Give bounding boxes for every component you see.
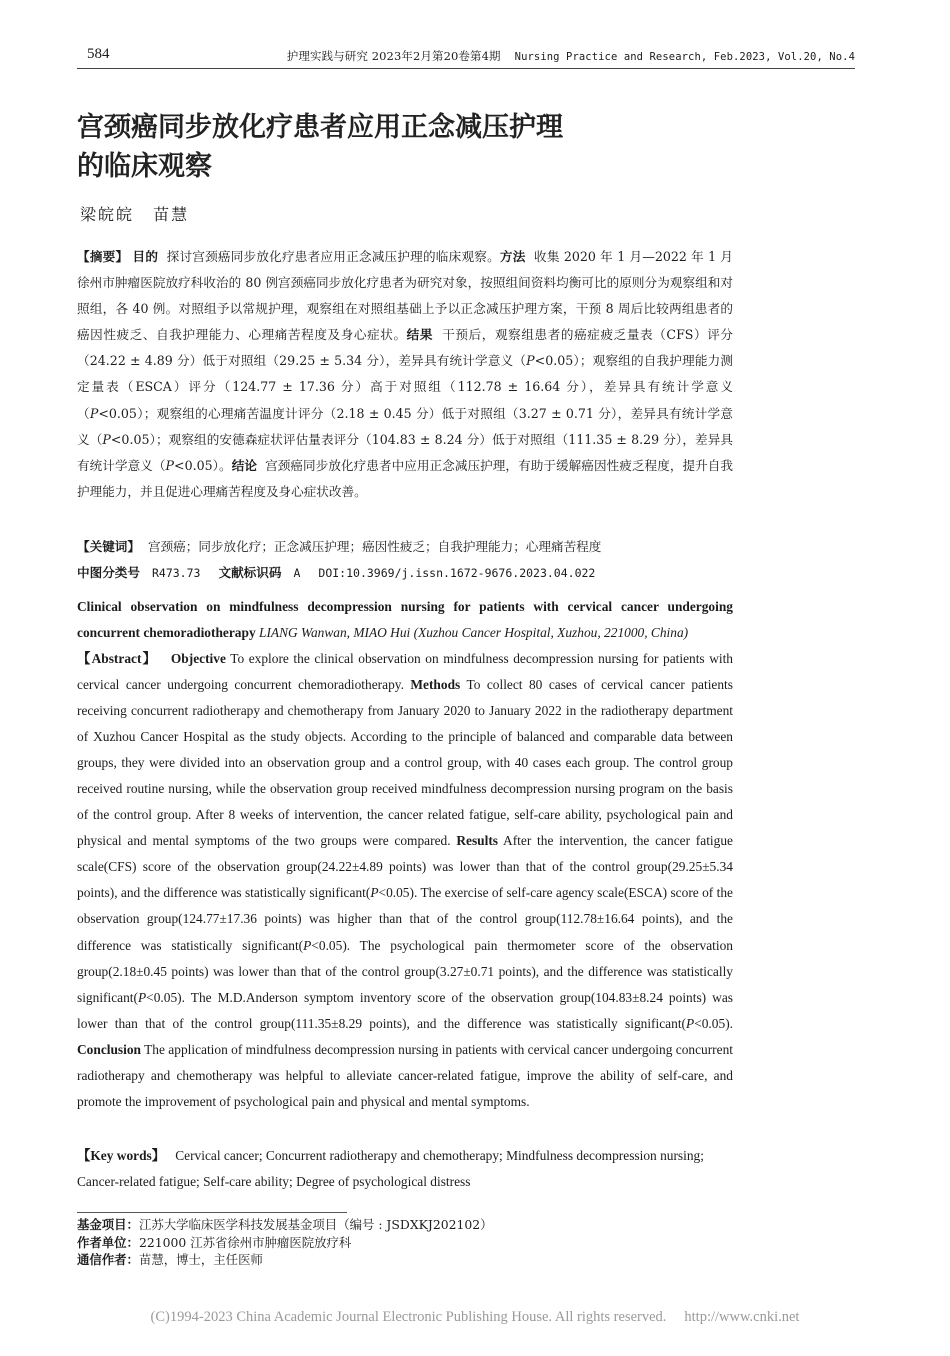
en-p-symbol: P [137,989,147,1005]
en-methods-text: To collect 80 cases of cervical cancer patients receiving concurrent radiotherapy and chemotherapy from January 2020 to January 2022 in the radiotherapy department of Xuzhou Cancer Hospital as the study objects. According to the principle of balanced and comparable data between groups, they were divided into an observation group and a control group, with 40 cases each group. The control group received routine nursing, while the observation group received mindfulness decompression nursing program on the basis of the control group. After 8 weeks of intervention, the cancer related fatigue, self-care ability, psychological pain and physical and mental symptoms of the two groups were compared. [77,677,733,849]
title-line-2: 的临床观察 [77,151,212,182]
running-header [77,44,855,69]
keywords-text: 宫颈癌；同步放化疗；正念减压护理；癌因性疲乏；自我护理能力；心理痛苦程度 [147,539,602,554]
p-symbol: P [165,457,175,473]
journal-citation [287,48,855,64]
journal-name-cn: 护理实践与研究 2023年2月第20卷第4期 [286,49,501,63]
methods-text: 收集 2020 年 1 月—2022 年 1 月徐州市肿瘤医院放疗科收治的 80 例宫颈癌同步放化疗患者为研究对象，按照组间资料均衡可比的原则分为观察组和对照组，各 40 例。对照组予以常规护理，观察组在对照组基础上予以正念减压护理方案，干预 8 周后比较两组患者的癌因性疲乏、自我护理能力、心理痛苦程度及身心症状。 [77,249,734,343]
en-conclusion-label: Conclusion [77,1041,141,1057]
en-p-symbol: P [370,885,379,901]
doi: DOI:10.3969/j.issn.1672-9676.2023.04.022 [318,566,596,580]
en-objective-label: Objective [170,651,226,666]
results-text-4: ）；观察组的安德森症状评估量表评分（104.83 ± 8.24 分）低于对照组（111.35 ± 8.29 分），差异具有统计学意义（ [77,431,733,473]
p-value: <0.05 [98,405,137,421]
corr-text: 苗慧，博士，主任医师 [138,1252,263,1267]
doc-code-label: 文献标识码 [218,565,282,580]
copyright-watermark [0,1309,950,1326]
english-title [77,594,733,646]
unit-label: 作者单位： [77,1234,139,1250]
objective-label: 目的 [132,249,159,264]
watermark-url: http://www.cnki.net [684,1309,800,1325]
objective-text: 探讨宫颈癌同步放化疗患者应用正念减压护理的临床观察。 [166,249,500,264]
en-keywords-text: Cervical cancer; Concurrent radiotherapy and chemotherapy; Mindfulness decompression nursing; Cancer-related fatigue; Self-care ability; Degree of psychological distress [77,1148,704,1189]
clc-label: 中图分类号 [77,565,140,580]
en-objective-text: To explore the clinical observation on mindfulness decompression nursing for patients with cervical cancer undergoing concurrent chemoradiotherapy. [77,651,733,693]
p-symbol: P [102,431,111,447]
english-title-text: Clinical observation on mindfulness decompression nursing for patients with cervical cancer undergoing concurrent chemoradiotherapy [77,599,733,640]
en-results-text-3: ). The psychological pain thermometer score of the observation group(2.18±0.45 points) was lower than that of the control group(3.27±0.71 points), and the difference was statistically significant( [77,937,733,1005]
unit-text: 221000 江苏省徐州市肿瘤医院放疗科 [138,1234,352,1250]
p-value: <0.05 [174,457,213,473]
corr-label: 通信作者： [77,1252,139,1267]
en-conclusion-text: The application of mindfulness decompression nursing in patients with cervical cancer undergoing concurrent radiotherapy and chemotherapy was helpful to alleviate cancer-related fatigue, improve the ability of self-care, and promote the improvement of psychological pain and physical and mental symptoms. [77,1041,734,1109]
classification-line [77,562,733,584]
chinese-abstract [77,244,733,505]
footnote-correspondence [77,1251,733,1269]
p-symbol: P [89,405,99,421]
english-keywords [77,1143,733,1195]
en-p-value: <0.05 [694,1015,726,1031]
en-results-label: Results [456,833,498,849]
en-abstract-label: 【Abstract】 [77,651,158,666]
watermark-text: (C)1994-2023 China Academic Journal Electronic Publishing House. All rights reserved. [150,1309,667,1325]
results-label: 结果 [406,327,434,343]
p-value: <0.05 [534,353,574,369]
results-text-1: 干预后，观察组患者的癌症疲乏量表（CFS）评分（24.22 ± 4.89 分）低于对照组（29.25 ± 5.34 分），差异具有统计学意义（ [77,327,733,369]
en-p-value: <0.05 [146,989,178,1005]
page-number: 584 [87,46,110,62]
en-results-text-4: ). The M.D.Anderson symptom inventory score of the observation group(104.83±8.24 points) was lower than that of the control group(111.35±8.29 points), and the difference was statistically significant( [77,989,733,1031]
conclusion-label: 结论 [231,457,257,473]
en-methods-label: Methods [410,677,461,693]
en-p-value: <0.05 [311,937,343,953]
english-authors: LIANG Wanwan, MIAO Hui (Xuzhou Cancer Hospital, Xuzhou, 221000, China) [259,625,689,640]
en-p-symbol: P [303,937,312,953]
results-text-3: ）；观察组的心理痛苦温度计评分（2.18 ± 0.45 分）低于对照组（3.27 ± 0.71 分），差异具有统计学意义（ [77,405,734,447]
keywords-label: 【关键词】 [77,539,140,554]
en-results-text-5: ). [725,1015,733,1031]
en-p-symbol: P [686,1015,695,1031]
doc-code: A [293,566,301,580]
footnote-divider [77,1212,347,1213]
footnotes [77,1216,733,1269]
p-value: <0.05 [110,431,150,447]
fund-text: 江苏大学临床医学科技发展基金项目（编号 : JSDXKJ202102） [138,1217,493,1232]
english-abstract [77,646,733,1115]
en-results-text-1: After the intervention, the cancer fatigue scale(CFS) score of the observation group(24.22±4.89 points) was lower than that of the control group(29.25±5.34 points), and the difference was statistically significant( [77,833,733,901]
methods-label: 方法 [499,249,526,264]
en-results-text-2: ). The exercise of self-care agency scale(ESCA) score of the observation group(124.77±17.36 points) was higher than that of the control group(112.78±16.64 points), and the difference was statistically significant( [77,885,733,953]
en-p-value: <0.05 [378,885,410,901]
footnote-fund [77,1216,733,1234]
journal-name-en: Nursing Practice and Research, Feb.2023, Vol.20, No.4 [514,51,855,63]
en-keywords-label: 【Key words】 [77,1148,166,1163]
abstract-label: 【摘要】 [77,249,129,264]
article-title [77,108,777,186]
p-symbol: P [526,353,535,369]
footnote-unit [77,1234,733,1252]
results-text-5: ）。 [212,457,232,473]
authors: 梁皖皖 苗慧 [80,205,190,224]
conclusion-text: 宫颈癌同步放化疗患者中应用正念减压护理，有助于缓解癌因性疲乏程度，提升自我护理能力，并且促进心理痛苦程度及身心症状改善。 [77,457,734,499]
chinese-keywords [77,536,733,558]
fund-label: 基金项目： [77,1217,139,1232]
clc-code: R473.73 [151,566,201,580]
results-text-2: ）；观察组的自我护理能力测定量表（ESCA）评分（124.77 ± 17.36 分）高于对照组（112.78 ± 16.64 分），差异具有统计学意义（ [77,353,734,421]
title-line-1: 宫颈癌同步放化疗患者应用正念减压护理 [77,112,563,143]
